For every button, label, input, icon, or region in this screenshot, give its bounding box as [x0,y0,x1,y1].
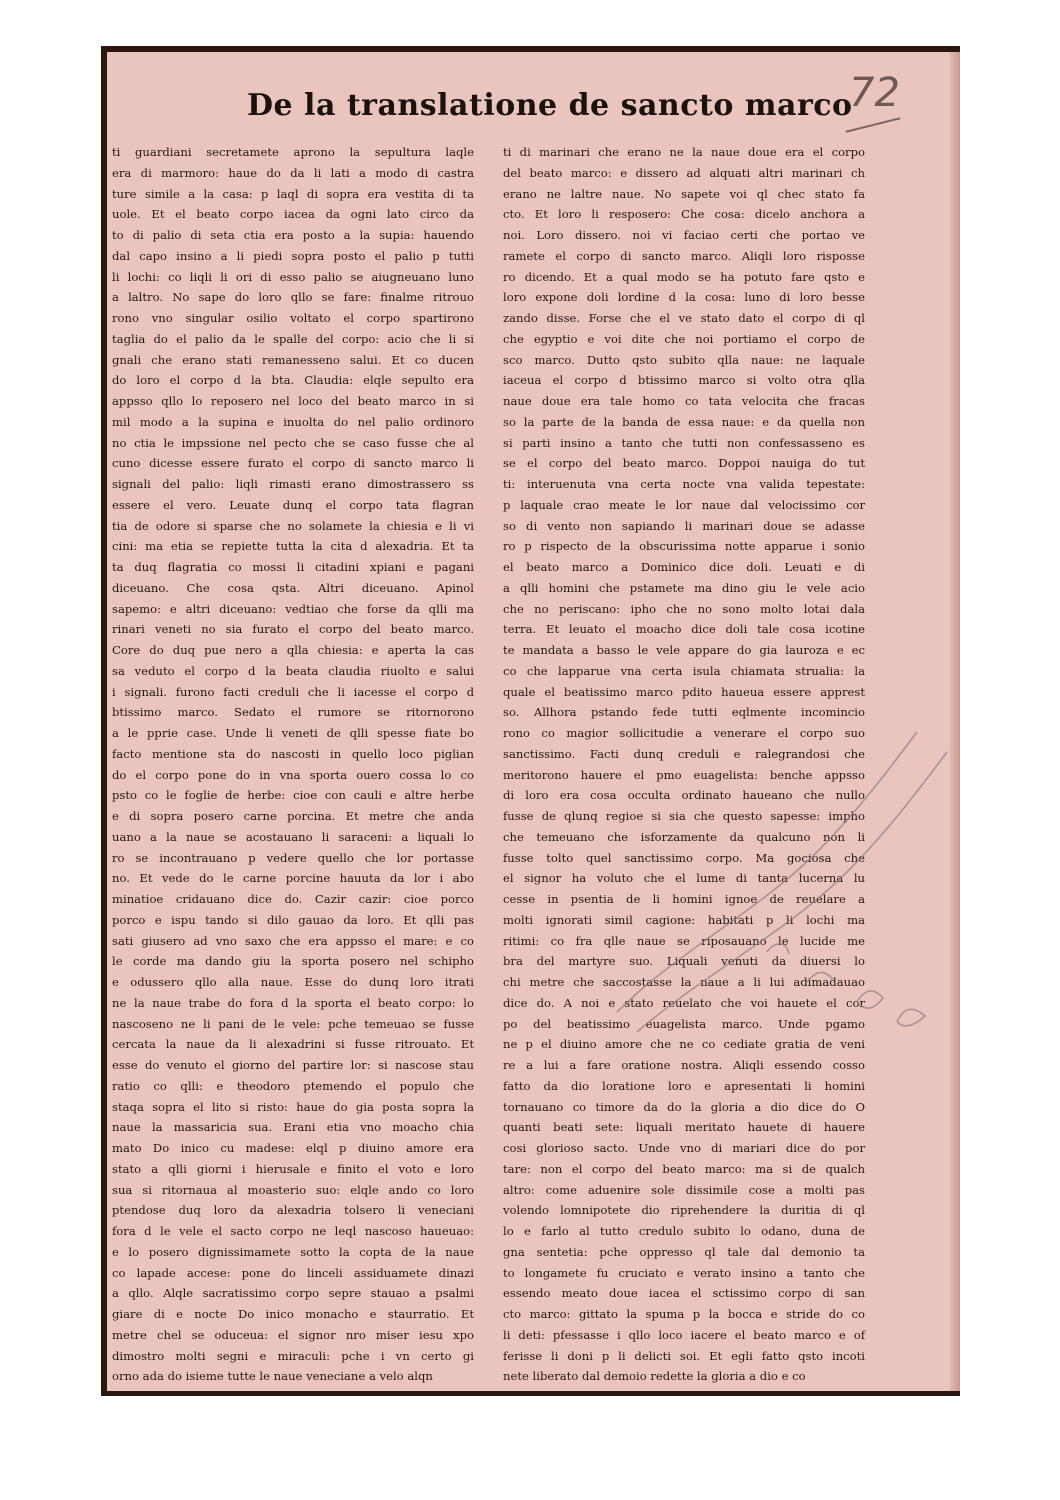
text-line: re a lui a fare oratione nostra. Aliqli essendo cosso [503,1058,865,1072]
folio-number: 72 [849,70,900,116]
text-line: molti ignorati simil cagione: habitati p li lochi ma [503,912,865,927]
text-line: taglia do el palio da le spalle del corpo: acio che li si [112,331,474,346]
text-line: el signor ha voluto che el lume di tanta lucerna lu [503,871,865,886]
text-line: quale el beatissimo marco pdito haueua essere apprest [503,684,865,699]
text-line: a laltro. No sape do loro qllo se fare: finalme ritrouo [112,290,474,305]
text-line: a qllo. Alqle sacratissimo corpo sepre stauao a psalmi [112,1286,474,1301]
text-line: ture simile a la casa: p laql di sopra era vestita di ta [112,186,474,201]
text-line: loro expone doli lordine d la cosa: luno di loro besse [503,290,865,305]
text-line: che temeuano che isforzamente da qualcuno non li [503,829,865,844]
text-line: li deti: pfessasse i qllo loco iacere el beato marco e of [503,1327,865,1342]
text-line: noi. Loro dissero. noi vi faciao certi che portao ve [503,228,865,242]
text-line: e odussero qllo alla naue. Esse do dunq loro itrati [112,975,474,989]
text-line: ro p rispecto de la obscurissima notte apparue i sonio [503,539,865,554]
text-line: tare: non el corpo del beato marco: ma si de qualch [503,1161,865,1176]
text-line: meritorono hauere el pmo euagelista: benche appsso [503,767,865,782]
text-line: ti guardiani secretamete aprono la sepultura laqle [112,145,474,159]
text-line: ti di marinari che erano ne la naue doue era el corpo [503,145,865,159]
text-line: staqa sopra el lito si risto: haue do gia posta sopra la [112,1099,474,1114]
text-line: essendo meato doue iacea el sctissimo corpo di san [503,1286,865,1301]
text-line: ritimi: co fra qlle naue se riposauano le lucide me [503,933,865,948]
text-line: a le pprie case. Unde li veneti de qlli spesse fiate bo [112,726,474,740]
text-line: to di palio di seta ctia era posto a la supia: hauendo [112,228,474,242]
text-line: p laquale crao meate le lor naue dal velocissimo cor [503,497,865,512]
text-line: sanctissimo. Facti dunq creduli e ralegrandosi che [503,746,865,761]
text-line: i signali. furono facti creduli che li iacesse el corpo d [112,684,474,699]
text-line: naue la massaricia sua. Erani etia vno moacho chia [112,1120,474,1135]
text-column-right [503,142,865,1384]
text-line: Core do duq pue nero a qlla chiesia: e aperta la cas [112,643,474,657]
text-line: minatioe cridauano dice do. Cazir cazir: cioe porco [112,892,474,906]
manuscript-leaf [107,52,960,1391]
text-line: fusse tolto quel sanctissimo corpo. Ma gociosa che [503,850,865,865]
text-line: volendo lomnipotete dio riprehendere la duritia di ql [503,1203,865,1218]
text-line: to longamete fu cruciato e verato insino a tanto che [503,1265,865,1280]
text-line: tia de odore si sparse che no solamete la chiesia e li vi [112,518,474,533]
text-column-left [112,142,474,1384]
text-line: bra del martyre suo. Liquali venuti da diuersi lo [503,954,865,969]
text-line: zando disse. Forse che el ve stato dato el corpo di ql [503,311,865,325]
text-line: era di marmoro: haue do da li lati a modo di castra [112,165,474,180]
text-line: ferisse li doni p li delicti soi. Et egli fatto qsto incoti [503,1348,865,1363]
text-line: fora d le vele el sacto corpo ne leql nascoso haueuao: [112,1224,474,1238]
text-line: ne p el diuino amore che ne co cediate gratia de veni [503,1037,865,1052]
text-line: e di sopra posero carne porcina. Et metre che anda [112,809,474,823]
text-line: ptendose duq loro da alexadria tolsero li veneciani [112,1203,474,1218]
text-line: tornauano co timore da do la gloria a dio dice do O [503,1099,865,1114]
text-line: rono co magior sollicitudie a venerare el corpo suo [503,726,865,740]
text-line: te mandata a basso le vele appare do gia lauroza e ec [503,643,865,657]
text-line: nete liberato dal demoio redette la gloria a dio e co [503,1369,806,1384]
text-line: rono vno singular osilio voltato el corpo spartirono [112,311,474,325]
text-line: no ctia le impssione nel pecto che se caso fusse che al [112,435,474,450]
text-line: ta duq flagratia co mossi li citadini xpiani e pagani [112,560,474,574]
text-line: sua si ritornaua al moasterio suo: elqle ando co loro [112,1182,474,1197]
text-line: dal capo insino a li piedi sopra posto el palio p tutti [112,248,474,263]
text-line: che no periscano: ipho che no sono molto lotai dala [503,601,865,616]
text-line: ro se incontrauano p vedere quello che lor portasse [112,850,474,865]
text-line: uole. Et el beato corpo iacea da ogni lato circo da [112,207,474,222]
text-line: cuno dicesse essere furato el corpo di sancto marco li [112,456,474,471]
text-line: terra. Et leuato el moacho dice doli tale cosa icotine [503,622,865,637]
text-line: so. Allhora pstando fede tutti eqlmente incomincio [503,705,865,720]
text-line: fatto da dio loratione loro e apresentati li homini [503,1078,865,1093]
scan-frame [101,46,960,1396]
text-line: gna sentetia: pche oppresso ql tale dal demonio ta [503,1244,865,1259]
text-line: se el corpo del beato marco. Doppoi nauiga do tut [503,456,865,471]
text-line: sa veduto el corpo d la beata claudia riuolto e salui [112,663,474,678]
text-line: cini: ma etia se repiette tutta la cita d alexadria. Et ta [112,539,474,554]
text-line: giare di e nocte Do inico monacho e staurratio. Et [112,1307,474,1321]
text-line: appsso qllo lo reposero nel loco del beato marco in si [112,394,474,408]
text-line: mil modo a la supina e inuolta do nel palio ordinoro [112,414,474,429]
text-line: cto. Et loro li resposero: Che cosa: dicelo anchora a [503,207,865,222]
text-line: uano a la naue se acostauano li saraceni: a liquali lo [112,829,474,844]
text-line: orno ada do isieme tutte le naue veneciane a velo alqn [112,1369,433,1384]
text-line: so di vento non sapiando li marinari doue se adasse [503,518,865,533]
text-line: a qlli homini che pstamete ma dino giu le vele acio [503,580,865,595]
text-line: sco marco. Dutto qsto subito qlla naue: ne laquale [503,352,865,367]
text-line: ti: interuenuta vna certa nocte vna valida tepestate: [503,477,865,491]
running-head: De la translatione de sancto marco [247,88,853,123]
text-line: dimostro molti segni e miraculi: pche i vn certo gi [112,1348,474,1363]
text-line: sati giusero ad vno saxo che era appsso el mare: e co [112,933,474,948]
text-line: rinari veneti no sia furato el corpo del beato marco. [112,622,474,637]
text-line: che egyptio e voi dite che noi portiamo el corpo de [503,331,865,346]
text-line: el beato marco a Dominico dice doli. Leuati e di [503,560,865,574]
text-line: co che lapparue vna certa isula chiamata strualia: la [503,663,865,678]
text-line: do el corpo pone do in vna sporta ouero cossa lo co [112,767,474,782]
text-line: do loro el corpo d la bta. Claudia: elqle sepulto era [112,373,474,388]
text-line: iaceua el corpo d btissimo marco si volto otra qlla [503,373,865,388]
text-line: signali del palio: liqli rimasti erano dimostrassero ss [112,477,474,491]
text-line: facto mentione sta do nascosti in quello loco piglian [112,746,474,761]
text-line: ratio co qlli: e theodoro ptemendo el populo che [112,1078,474,1093]
text-line: cosi glorioso sacto. Unde vno di mariari dice do por [503,1141,865,1155]
text-line: no. Et vede do le carne porcine hauuta da lor i abo [112,871,474,886]
text-line: di loro era cosa occulta ordinato haueano che nullo [503,788,865,803]
text-line: porco e ispu tando si dilo gauao da loro. Et qlli pas [112,912,474,927]
text-line: lo e farlo al tutto credulo subito lo odano, duna de [503,1224,865,1238]
folio-underline [846,117,901,132]
text-line: altro: come aduenire sole dissimile cose a molti pas [503,1182,865,1197]
text-line: le corde ma dando giu la sporta posero nel schipho [112,954,474,969]
text-line: essere el vero. Leuate dunq el corpo tata flagran [112,497,474,512]
text-line: ro dicendo. Et a qual modo se ha potuto fare qsto e [503,269,865,284]
leaf-edge-shadow [950,52,960,1391]
text-line: fusse de qlunq regioe si sia che questo sapesse: impho [503,809,865,823]
text-line: metre chel se oduceua: el signor nro miser iesu xpo [112,1327,474,1342]
text-line: co lapade accese: pone do linceli assiduamete dinazi [112,1265,474,1280]
text-line: naue doue era tale homo co tata velocita che fracas [503,394,865,408]
text-line: cto marco: gittato la spuma p la bocca e stride do co [503,1307,865,1321]
text-line: chi metre che saccostasse la naue a li lui adimadauao [503,975,865,989]
text-line: sapemo: e altri diceuano: vedtiao che forse da qlli ma [112,601,474,616]
text-line: so la parte de la banda de essa naue: e da quella non [503,414,865,429]
text-line: erano ne laltre naue. No sapete voi ql chec stato fa [503,186,865,201]
text-line: li lochi: co liqli li ori di esso palio se aiugneuano luno [112,269,474,284]
text-line: stato a qlli giorni i hierusale e finito el voto e loro [112,1161,474,1176]
text-line: cesse in psentia de li homini ignoe de reuelare a [503,892,865,906]
text-line: quanti beati sete: liquali meritato hauete di hauere [503,1120,865,1135]
text-line: dice do. A noi e stato reuelato che voi hauete el cor [503,995,865,1010]
text-line: btissimo marco. Sedato el rumore se ritornorono [112,705,474,720]
text-line: cercata la naue da li alexadrini si fusse ritrouato. Et [112,1037,474,1052]
text-line: po del beatissimo euagelista marco. Unde pgamo [503,1016,865,1031]
text-line: mato Do inico cu madese: elql p diuino amore era [112,1141,474,1155]
text-line: esse do venuto el giorno del partire lor: si nascose stau [112,1058,474,1072]
text-line: si parti insino a tanto che tutti non confessasseno es [503,435,865,450]
text-line: e lo posero dignissimamete sotto la copta de la naue [112,1244,474,1259]
text-line: ne la naue trabe do fora d la sporta el beato corpo: lo [112,995,474,1010]
text-line: del beato marco: e dissero ad alquati altri marinari ch [503,165,865,180]
text-line: nascoseno ne li pani de le vele: pche temeuao se fusse [112,1016,474,1031]
text-line: diceuano. Che cosa qsta. Altri diceuano. Apinol [112,580,474,595]
text-line: ramete el corpo di sancto marco. Aliqli loro risposse [503,248,865,263]
text-line: gnali che erano stati remanesseno salui. Et co ducen [112,352,474,367]
text-line: psto co le foglie de herbe: cioe con cauli e altre herbe [112,788,474,803]
